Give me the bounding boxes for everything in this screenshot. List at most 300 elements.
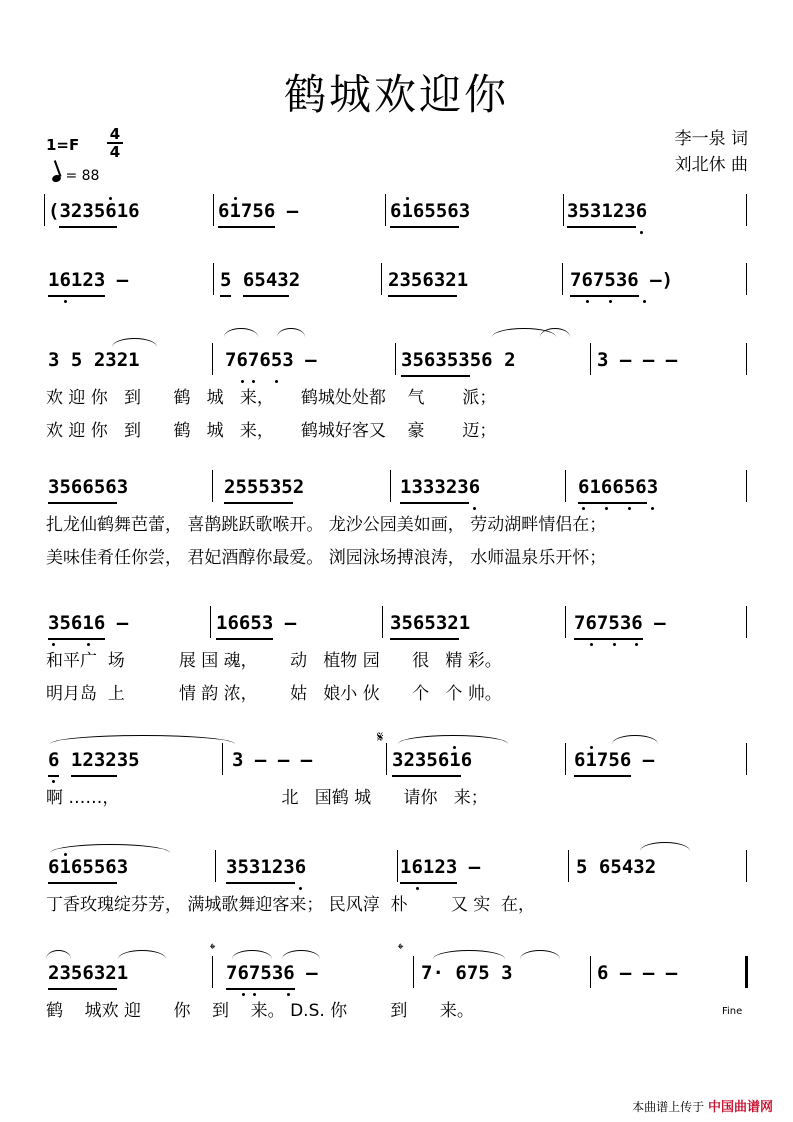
note xyxy=(631,745,642,775)
bar-line xyxy=(222,743,223,775)
note xyxy=(608,345,619,375)
note: 6 xyxy=(59,265,70,297)
note: 3 xyxy=(232,749,244,771)
note: 3 xyxy=(415,745,426,777)
bar-line xyxy=(213,263,214,295)
note: 6 xyxy=(71,472,82,504)
note: 6 xyxy=(48,745,59,777)
note: 1 xyxy=(400,852,411,884)
note: 1 xyxy=(82,608,93,640)
bar-line xyxy=(44,194,45,226)
bar-line xyxy=(212,343,213,375)
lyric-line: 欢 迎 你 到 鹤 城 来， 鹤城好客又 豪 迈； xyxy=(46,421,497,441)
tempo-marking xyxy=(52,168,99,184)
note: 2 xyxy=(613,196,624,228)
note: 5 xyxy=(271,345,282,375)
note: 1 xyxy=(59,852,70,884)
note: 2 xyxy=(388,265,399,297)
bar-line xyxy=(568,850,569,882)
bar-line xyxy=(565,606,566,638)
bar-line xyxy=(590,343,591,375)
note: 7 xyxy=(226,958,237,990)
bar-line xyxy=(382,606,383,638)
note: 6 xyxy=(620,745,631,777)
note: 3 xyxy=(282,349,294,371)
note: 2 xyxy=(292,476,305,498)
note: 2 xyxy=(116,349,129,371)
measure xyxy=(48,608,128,638)
note: 6 xyxy=(48,852,59,884)
note: 3 xyxy=(94,958,105,990)
slur xyxy=(277,328,305,337)
note: 5 xyxy=(411,265,422,297)
note: – xyxy=(116,612,129,634)
note: 7 xyxy=(574,608,585,640)
fine-marking: Fine xyxy=(722,1006,743,1017)
note: 2 xyxy=(446,472,457,504)
note: 3 xyxy=(501,962,513,984)
measure xyxy=(392,745,472,775)
note: 7 xyxy=(597,745,608,777)
key-signature: 1=F xyxy=(46,136,80,154)
note: 5 xyxy=(94,852,105,884)
note: 2 xyxy=(272,852,283,884)
note: – xyxy=(665,349,678,371)
note xyxy=(266,745,277,775)
note: 6 xyxy=(411,852,422,884)
note: 3 xyxy=(446,852,457,884)
note: 6 xyxy=(105,472,116,504)
coda-icon: 𝄌 xyxy=(398,940,404,958)
note: 5 xyxy=(281,472,292,504)
note: 5 xyxy=(59,608,70,640)
note: 3 xyxy=(249,852,260,884)
note: 7 xyxy=(249,958,260,990)
measure xyxy=(226,852,306,882)
measure xyxy=(48,852,128,882)
note: 6 xyxy=(82,958,93,990)
note: 6 xyxy=(635,472,646,504)
lyric-line: 啊 ……， 北 国鹤 城 请你 来； xyxy=(46,788,488,808)
note: 6 xyxy=(413,608,424,640)
lyric-line: 扎龙仙鹤舞芭蕾， 喜鹊跳跃歌喉开。 龙沙公园美如画， 劳动湖畔情侣在； xyxy=(46,515,607,535)
note: 2 xyxy=(447,608,458,640)
measure xyxy=(574,745,654,775)
note: 5 xyxy=(70,349,83,371)
note: – xyxy=(642,962,655,984)
note: 6 xyxy=(94,608,105,640)
slur xyxy=(118,950,166,959)
note: 2 xyxy=(445,265,456,297)
measure xyxy=(216,608,296,638)
bar-line xyxy=(215,850,216,882)
measure xyxy=(48,745,140,775)
note: 4 xyxy=(621,856,634,878)
measure xyxy=(48,958,128,988)
note: 1 xyxy=(458,612,471,634)
note: 6 xyxy=(413,196,424,228)
note: 1 xyxy=(456,269,469,291)
note: – xyxy=(642,749,655,771)
time-signature-top: 4 xyxy=(109,125,121,143)
slur xyxy=(398,735,508,744)
note: 6 xyxy=(627,265,638,297)
note: 1 xyxy=(401,196,412,228)
lyric-line: 和平广 场 展 国 魂， 动 植物 园 很 精 彩。 xyxy=(46,651,502,671)
measure xyxy=(218,196,298,226)
note: 2 xyxy=(48,958,59,990)
measure xyxy=(48,472,128,502)
note: 6 xyxy=(422,265,433,297)
bar-line xyxy=(746,743,747,775)
note: 5 xyxy=(252,196,263,228)
note xyxy=(59,745,70,775)
measure xyxy=(576,852,656,882)
note: 3 xyxy=(458,200,471,222)
note: 1 xyxy=(116,200,129,222)
note: 6 xyxy=(460,749,473,771)
bar-line xyxy=(395,343,396,375)
note xyxy=(639,265,650,295)
measure xyxy=(578,472,658,502)
note: 6 xyxy=(631,608,642,640)
measure xyxy=(570,265,673,295)
note xyxy=(654,958,665,988)
note: 6 xyxy=(574,745,585,777)
measure xyxy=(421,958,513,988)
note: ) xyxy=(661,269,674,291)
measure xyxy=(400,852,480,882)
note: 2 xyxy=(434,852,445,884)
bar-line xyxy=(746,343,747,375)
note: 5 xyxy=(250,608,261,640)
note: 3 xyxy=(272,958,283,990)
note: 2 xyxy=(82,265,93,297)
bar-line xyxy=(210,606,211,638)
note: – xyxy=(284,612,297,634)
note: 1 xyxy=(585,745,596,777)
measure xyxy=(48,265,128,295)
measure xyxy=(220,265,300,295)
note: 5 xyxy=(128,749,140,771)
note: 2 xyxy=(504,349,516,371)
note: 6 xyxy=(612,472,623,504)
note: 5 xyxy=(426,745,437,777)
lyric-line: 欢 迎 你 到 鹤 城 来， 鹤城处处都 气 派； xyxy=(46,388,497,408)
footer-text: 本曲谱上传于 xyxy=(632,1100,705,1114)
note: 5 xyxy=(401,608,412,640)
measure xyxy=(574,608,666,638)
bar-line xyxy=(562,263,563,295)
note: 3 xyxy=(435,345,446,377)
note: 3 xyxy=(262,608,273,640)
note: 1 xyxy=(229,196,240,228)
note: 3 xyxy=(423,472,434,504)
note: 6 xyxy=(243,265,254,297)
note: 6 xyxy=(598,856,611,878)
note: 6 xyxy=(424,345,435,377)
note: · xyxy=(432,962,444,984)
note xyxy=(608,958,619,988)
note: 3 xyxy=(590,196,601,228)
bar-line xyxy=(381,263,382,295)
bar-line xyxy=(565,743,566,775)
note: 2 xyxy=(105,958,116,990)
note: 1 xyxy=(423,852,434,884)
lyric-line: 美味佳肴任你尝， 君妃酒醇你最爱。 浏园泳场搏浪涛， 水师温泉乐开怀； xyxy=(46,548,607,568)
note: – xyxy=(254,749,267,771)
note: – xyxy=(619,962,632,984)
note: – xyxy=(286,200,299,222)
note: 3 xyxy=(457,472,468,504)
note: 3 xyxy=(270,472,281,504)
note: 2 xyxy=(71,196,82,228)
note: 6 xyxy=(455,962,467,984)
note: 5 xyxy=(235,472,246,504)
note: 3 xyxy=(434,472,445,504)
note: 7 xyxy=(225,349,237,371)
slur xyxy=(112,338,157,347)
note: 1 xyxy=(449,745,460,777)
note xyxy=(275,196,286,226)
note: – xyxy=(642,349,655,371)
measure xyxy=(232,745,312,775)
note: – xyxy=(665,962,678,984)
note: 3 xyxy=(82,196,93,228)
note: 1 xyxy=(48,265,59,297)
note xyxy=(105,608,116,638)
lyric-line: 鹤 城欢 迎 你 到 来。 D.S. 你 到 来。 xyxy=(46,1001,474,1021)
note: 5 xyxy=(624,472,635,504)
note: 3 xyxy=(399,265,410,297)
note: 6 xyxy=(237,958,248,990)
note xyxy=(444,958,455,988)
note: 3 xyxy=(283,852,294,884)
note: 3 xyxy=(434,265,445,297)
slur xyxy=(50,735,235,744)
note: 6 xyxy=(105,196,116,228)
note: – xyxy=(468,856,481,878)
note: 1 xyxy=(71,265,82,297)
note: 6 xyxy=(601,472,612,504)
note: 5 xyxy=(424,196,435,228)
note: 5 xyxy=(608,745,619,777)
segno-icon: 𝄋 xyxy=(377,728,384,746)
measure xyxy=(48,345,140,375)
slur xyxy=(50,844,170,853)
note: 3 xyxy=(647,472,658,502)
note xyxy=(654,345,665,375)
note: 6 xyxy=(469,472,480,502)
note xyxy=(273,608,284,638)
note: 3 xyxy=(59,958,70,990)
time-signature-bottom: 4 xyxy=(109,143,121,161)
bar-line xyxy=(413,956,414,988)
note: 7 xyxy=(570,265,581,297)
note: 2 xyxy=(403,745,414,777)
note: 6 xyxy=(227,608,238,640)
bar-line xyxy=(213,194,214,226)
note: 1 xyxy=(260,852,271,884)
note: 3 xyxy=(48,472,59,504)
note: 1 xyxy=(601,196,612,228)
note: 5 xyxy=(59,472,70,504)
note: 5 xyxy=(424,608,435,640)
note xyxy=(295,958,306,988)
note: 3 xyxy=(116,476,129,498)
note: 5 xyxy=(82,852,93,884)
note: – xyxy=(116,269,129,291)
note: 1 xyxy=(71,745,82,777)
note: 5 xyxy=(412,345,423,377)
note xyxy=(82,345,93,375)
note: – xyxy=(306,962,318,984)
note: – xyxy=(619,349,632,371)
note: 6 xyxy=(105,852,116,884)
note xyxy=(231,265,242,295)
note: 2 xyxy=(644,856,657,878)
measure xyxy=(390,608,470,638)
note: 3 xyxy=(392,745,403,777)
bar-line xyxy=(590,956,591,988)
bar-line xyxy=(397,850,398,882)
quarter-note-icon xyxy=(51,174,62,184)
note: 3 xyxy=(277,265,288,297)
note: 6 xyxy=(597,962,609,984)
bar-line xyxy=(746,606,747,638)
bar-line xyxy=(746,470,747,502)
credits xyxy=(675,126,748,178)
note: – xyxy=(650,269,662,291)
note: 6 xyxy=(481,349,493,371)
note: 1 xyxy=(589,472,600,504)
note: 7 xyxy=(597,608,608,640)
note: 6 xyxy=(447,196,458,228)
note: 3 xyxy=(116,749,129,771)
note: 2 xyxy=(224,472,235,504)
slur xyxy=(433,950,505,959)
note: 6 xyxy=(581,265,592,297)
note: 3 xyxy=(105,349,117,371)
note xyxy=(294,345,305,375)
footer xyxy=(632,1096,773,1115)
note: 5 xyxy=(254,265,265,297)
note: 7 xyxy=(241,196,252,228)
note: 3 xyxy=(390,608,401,640)
slur xyxy=(520,950,560,959)
note xyxy=(587,852,598,882)
measure xyxy=(597,345,677,375)
note: 1 xyxy=(116,962,129,984)
note: 5 xyxy=(478,962,490,984)
bar-line xyxy=(386,743,387,775)
bar-line xyxy=(385,194,386,226)
measure xyxy=(48,196,140,226)
note: 5 xyxy=(237,852,248,884)
note: 5 xyxy=(578,196,589,228)
note xyxy=(289,745,300,775)
composer: 刘北休 曲 xyxy=(674,155,748,175)
note: 2 xyxy=(288,269,301,291)
note xyxy=(457,852,468,882)
note: 3 xyxy=(94,745,105,777)
measure xyxy=(390,196,470,226)
slur xyxy=(46,950,71,959)
note: 7 xyxy=(466,962,479,984)
note: 5 xyxy=(71,958,82,990)
note: 6 xyxy=(264,196,275,228)
note: 7 xyxy=(421,962,433,984)
note: 3 xyxy=(401,345,412,377)
note: 5 xyxy=(469,349,482,371)
note: 6 xyxy=(283,958,294,990)
page-title: 鹤城欢迎你 xyxy=(283,70,509,119)
slur xyxy=(224,328,258,337)
note: 3 xyxy=(624,196,635,228)
note: 6 xyxy=(71,608,82,640)
note: 3 xyxy=(633,856,645,878)
note: 3 xyxy=(458,345,469,377)
note: 6 xyxy=(82,472,93,504)
note: 6 xyxy=(128,200,140,222)
measure xyxy=(401,345,516,375)
note: 6 xyxy=(578,472,589,504)
note: 3 xyxy=(597,349,609,371)
note: 5 xyxy=(436,196,447,228)
bar-line xyxy=(565,470,566,502)
note: 6 xyxy=(259,349,271,371)
note: 5 xyxy=(610,856,622,878)
note: 1 xyxy=(400,472,411,504)
note: 5 xyxy=(220,265,231,297)
note: 6 xyxy=(71,852,82,884)
measure xyxy=(388,265,468,295)
slur xyxy=(612,735,658,744)
bar-line xyxy=(746,263,747,295)
measure xyxy=(224,472,304,502)
note: 5 xyxy=(258,472,269,504)
note xyxy=(631,958,642,988)
bar-line xyxy=(212,470,213,502)
note: 6 xyxy=(438,745,449,777)
final-bar-line xyxy=(745,956,748,988)
note: 3 xyxy=(616,265,627,297)
note: 3 xyxy=(48,349,60,371)
tempo-value: = 88 xyxy=(65,168,100,184)
note: 3 xyxy=(59,196,70,228)
measure xyxy=(400,472,480,502)
note: 3 xyxy=(436,608,447,640)
note: 5 xyxy=(447,345,458,377)
bar-line xyxy=(746,850,747,882)
note: – xyxy=(305,349,317,371)
lyric-line: 明月岛 上 情 韵 浓， 姑 娘小 伙 个 个 帅。 xyxy=(46,684,502,704)
note: 3 xyxy=(620,608,631,640)
note: 2 xyxy=(82,745,93,777)
note: ( xyxy=(48,200,60,222)
note: 6 xyxy=(239,608,250,640)
lyricist: 李一泉 词 xyxy=(674,129,748,149)
coda-icon: 𝄌 xyxy=(210,940,216,958)
note xyxy=(643,608,654,638)
measure xyxy=(597,958,677,988)
measure xyxy=(567,196,647,226)
bar-line xyxy=(746,194,747,226)
note: 1 xyxy=(216,608,227,640)
note: 4 xyxy=(266,265,277,297)
note: – xyxy=(300,749,313,771)
note: 2 xyxy=(93,349,106,371)
